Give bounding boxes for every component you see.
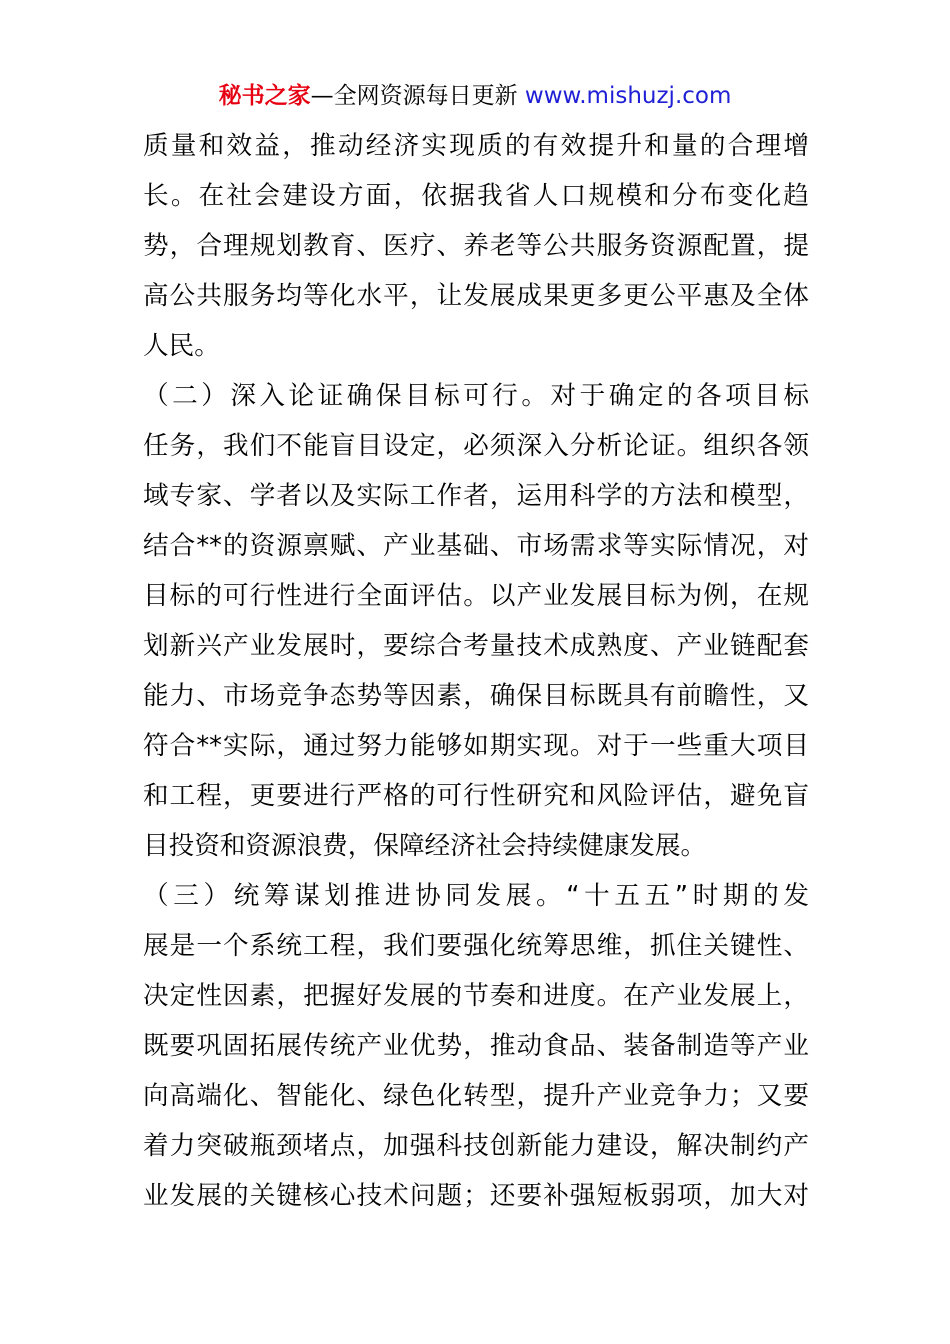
text-line: 结合**的资源禀赋、产业基础、市场需求等实际情况，对	[143, 531, 809, 561]
text-line: 任务，我们不能盲目设定，必须深入分析论证。组织各领	[143, 431, 809, 461]
site-tagline: —全网资源每日更新	[310, 83, 525, 109]
paragraph-2-first-line: （二）深入论证确保目标可行。对于确定的各项目标	[143, 381, 809, 411]
text-line: 业发展的关键核心技术问题；还要补强短板弱项，加大对	[143, 1181, 809, 1211]
text-line: 着力突破瓶颈堵点，加强科技创新能力建设，解决制约产	[143, 1131, 809, 1161]
text-line: 目投资和资源浪费，保障经济社会持续健康发展。	[143, 831, 707, 861]
text-line: 长。在社会建设方面，依据我省人口规模和分布变化趋	[143, 181, 809, 211]
text-line: 划新兴产业发展时，要综合考量技术成熟度、产业链配套	[143, 631, 809, 661]
text-line: 域专家、学者以及实际工作者，运用科学的方法和模型，	[143, 481, 809, 511]
site-header	[0, 80, 950, 112]
text-line: 目标的可行性进行全面评估。以产业发展目标为例，在规	[143, 581, 809, 611]
text-line: 人民。	[143, 331, 220, 361]
text-line: 符合**实际，通过努力能够如期实现。对于一些重大项目	[143, 731, 809, 761]
text-line: 展是一个系统工程，我们要强化统筹思维，抓住关键性、	[143, 931, 809, 961]
text-line: 能力、市场竞争态势等因素，确保目标既具有前瞻性，又	[143, 681, 809, 711]
text-line: 既要巩固拓展传统产业优势，推动食品、装备制造等产业	[143, 1031, 809, 1061]
text-line: 势，合理规划教育、医疗、养老等公共服务资源配置，提	[143, 231, 809, 261]
site-url-link[interactable]: www.mishuzj.com	[524, 83, 732, 109]
text-line: 决定性因素，把握好发展的节奏和进度。在产业发展上，	[143, 981, 809, 1011]
site-brand: 秘书之家	[218, 83, 311, 109]
text-line: 质量和效益，推动经济实现质的有效提升和量的合理增	[143, 131, 809, 161]
paragraph-3-first-line: （三）统筹谋划推进协同发展。“十五五”时期的发	[143, 881, 809, 911]
text-line: 和工程，更要进行严格的可行性研究和风险评估，避免盲	[143, 781, 809, 811]
document-body	[143, 121, 809, 1221]
text-line: 高公共服务均等化水平，让发展成果更多更公平惠及全体	[143, 281, 809, 311]
text-line: 向高端化、智能化、绿色化转型，提升产业竞争力；又要	[143, 1081, 809, 1111]
